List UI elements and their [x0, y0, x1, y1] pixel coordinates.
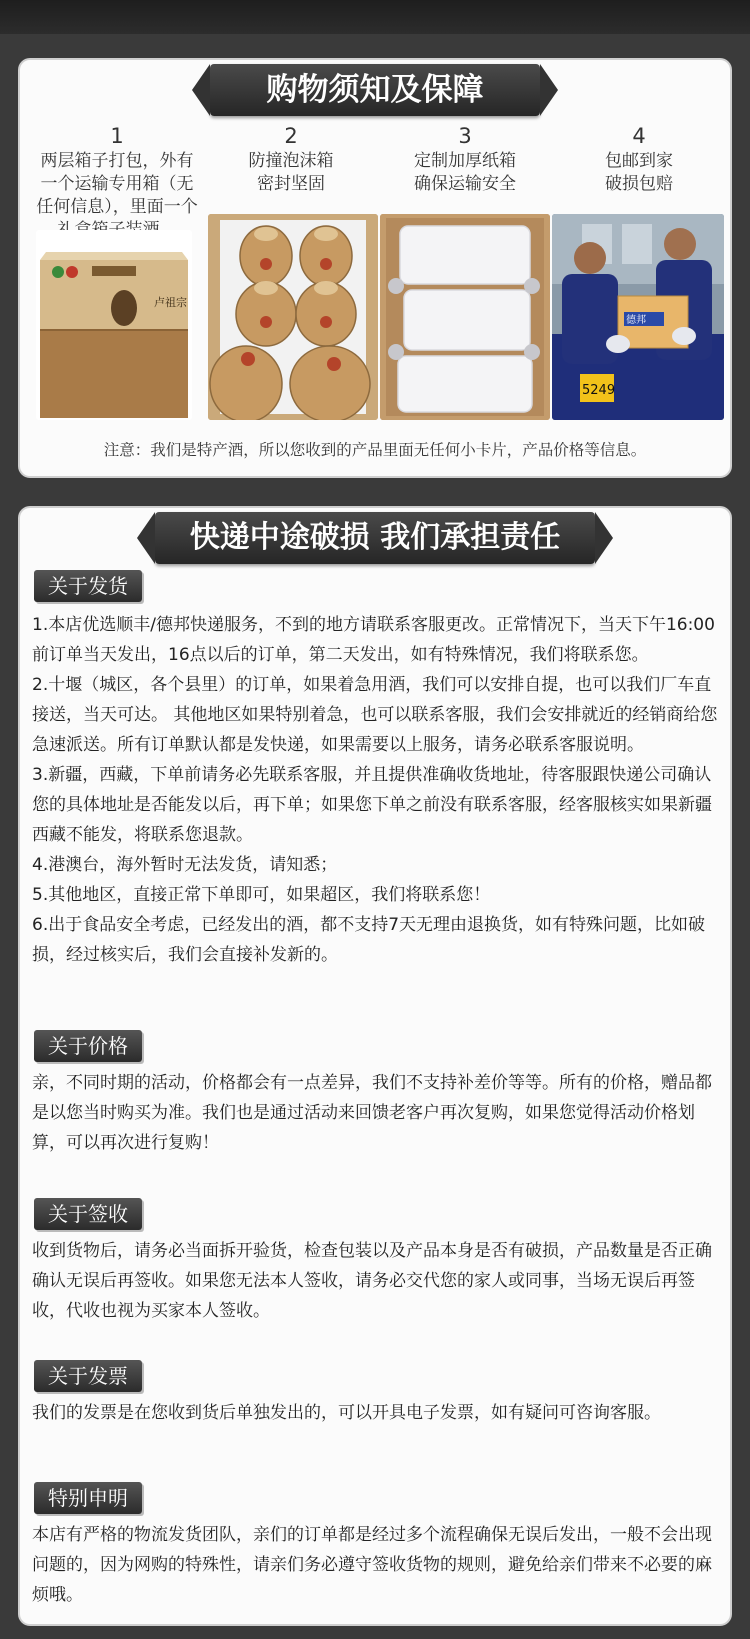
step-1: [32, 122, 202, 242]
step-number: 3: [458, 124, 472, 148]
section-tag-signing: 关于签收: [34, 1198, 142, 1230]
step-number: 1: [110, 124, 124, 148]
no-card-notice: 注意：我们是特产酒，所以您收到的产品里面无任何小卡片，产品价格等信息。: [103, 441, 647, 459]
step-number: 4: [632, 124, 646, 148]
invoice-paragraph: 我们的发票是在您收到货后单独发出的，可以开具电子发票，如有疑问可咨询客服。: [32, 1403, 661, 1423]
box-brand-text: 卢祖宗: [154, 296, 187, 309]
shipping-rule-3: 3.新疆，西藏，下单前请务必先联系客服，并且提供准确收货地址，待客服跟快递公司确认您的具体地址是否能发以后，再下单；如果您下单之前没有联系客服，经客服核实如果新疆西藏不能发，将联系您退款。: [32, 765, 712, 845]
special-statement-paragraph: 本店有严格的物流发货团队，亲们的订单都是经过多个流程确保无误后发出，一般不会出现问题的，因为网购的特殊性，请亲们务必遵守签收货物的规则，避免给亲们带来不必要的麻烦哦。: [32, 1525, 712, 1605]
step-text: 防撞泡沫箱 密封坚固: [248, 151, 334, 194]
price-section-text: [32, 1068, 720, 1158]
shipping-rule-4: 4.港澳台，海外暂时无法发货，请知悉；: [32, 855, 338, 875]
shopping-notice-panel: [18, 58, 732, 478]
step-3: [380, 122, 550, 196]
step-number: 2: [284, 124, 298, 148]
section-tag-invoice: 关于发票: [34, 1360, 142, 1392]
special-statement-section-text: [32, 1520, 720, 1610]
shipping-section-text: [32, 610, 720, 970]
courier-delivery-photo: [552, 214, 724, 420]
shipping-policy-panel: [18, 506, 732, 1626]
foam-packed-jars-photo: [208, 214, 378, 420]
top-dark-strip: [0, 0, 750, 34]
section-tag-shipping: 关于发货: [34, 570, 142, 602]
signing-paragraph: 收到货物后，请务必当面拆开验货，检查包装以及产品本身是否有破损，产品数量是否正确确认无误后再签收。如果您无法本人签收，请务必交代您的家人或同事，当场无误后再签收，代收也视为买家本人签收。: [32, 1241, 712, 1321]
thick-carton-photo: [380, 214, 550, 420]
shipping-rule-6: 6.出于食品安全考虑，已经发出的酒，都不支持7天无理由退换货，如有特殊问题，比如破损，经过核实后，我们会直接补发新的。: [32, 915, 706, 965]
damage-responsibility-title: 快递中途破损 我们承担责任: [155, 512, 595, 564]
shipping-rule-5: 5.其他地区，直接正常下单即可，如果超区，我们将联系您！: [32, 885, 491, 905]
shipping-rule-1: 1.本店优选顺丰/德邦快递服务，不到的地方请联系客服更改。正常情况下，当天下午16:00前订单当天发出，16点以后的订单，第二天发出，如有特殊情况，我们将联系您。: [32, 615, 715, 665]
step-text: 定制加厚纸箱 确保运输安全: [414, 151, 516, 194]
gift-box-photo: [36, 230, 192, 420]
step-2: [206, 122, 376, 196]
courier-box-text: 德邦: [626, 315, 646, 326]
step-text: 两层箱子打包，外有一个运输专用箱（无任何信息），里面一个: [36, 151, 198, 217]
step-4: [554, 122, 724, 196]
shopping-notice-title: 购物须知及保障: [210, 64, 540, 116]
shipping-rule-2: 2.十堰（城区，各个县里）的订单，如果着急用酒，我们可以安排自提，也可以我们厂车直接送，当天可达。 其他地区如果特别着急，也可以联系客服，我们会安排就近的经销商给您急速派送。所有订单默认都是发快递，如果需要以上服务，请务必联系客服说明。: [32, 675, 718, 755]
invoice-section-text: [32, 1398, 720, 1428]
step-text: 包邮到家 破损包赔: [605, 151, 673, 194]
price-paragraph: 亲，不同时期的活动，价格都会有一点差异，我们不支持补差价等等。所有的价格，赠品都是以您当时购买为准。我们也是通过活动来回馈老客户再次复购，如果您觉得活动价格划算，可以再次进行复购！: [32, 1073, 712, 1153]
section-tag-price: 关于价格: [34, 1030, 142, 1062]
signing-section-text: [32, 1236, 720, 1326]
license-plate-text: 5249: [582, 383, 616, 398]
section-tag-special-statement: 特别申明: [34, 1482, 142, 1514]
